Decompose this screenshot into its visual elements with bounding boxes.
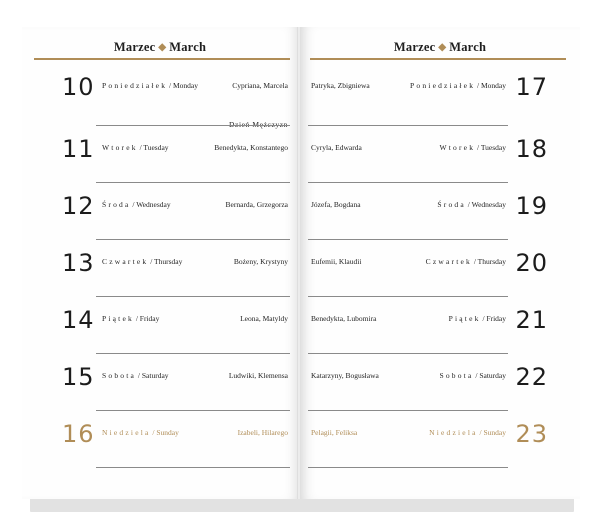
day-name	[429, 428, 506, 437]
day-number: 10	[62, 73, 95, 101]
day-name-en: / Friday	[482, 314, 506, 323]
day-name-pl: Poniedziałek	[102, 81, 168, 90]
day-row	[308, 183, 566, 240]
day-name-pl: Sobota	[439, 371, 474, 380]
day-number: 15	[62, 363, 95, 391]
day-name-en: / Saturday	[475, 371, 506, 380]
left-page	[22, 27, 298, 499]
day-row-sunday	[308, 411, 566, 468]
day-name-en: / Monday	[169, 81, 198, 90]
day-name-en: / Thursday	[150, 257, 183, 266]
day-name-pl: Wtorek	[439, 143, 476, 152]
day-number: 14	[62, 306, 95, 334]
day-name-en: / Wednesday	[467, 200, 506, 209]
name-days: Benedykta, Lubomira	[311, 314, 377, 323]
day-name-pl: Czwartek	[425, 257, 472, 266]
month-pl: Marzec	[393, 40, 436, 54]
day-name	[437, 200, 506, 209]
name-days: Cyryla, Edwarda	[311, 143, 362, 152]
day-number: 22	[515, 363, 548, 391]
month-pl: Marzec	[113, 40, 156, 54]
day-name-pl: Czwartek	[102, 257, 149, 266]
day-name-pl: Środa	[437, 200, 466, 209]
day-number: 17	[515, 73, 548, 101]
day-row	[308, 126, 566, 183]
day-row	[34, 297, 290, 354]
day-number: 13	[62, 249, 95, 277]
name-days: Bożeny, Krystyny	[233, 257, 288, 266]
day-number: 19	[515, 192, 548, 220]
day-name-pl: Środa	[102, 200, 131, 209]
day-name-en: / Sunday	[479, 428, 506, 437]
name-days: Pelagii, Feliksa	[311, 428, 358, 437]
day-name-pl: Poniedziałek	[410, 81, 476, 90]
day-number: 20	[515, 249, 548, 277]
day-number: 18	[515, 135, 548, 163]
day-name	[102, 428, 179, 437]
day-name	[102, 81, 198, 90]
day-name	[410, 81, 506, 90]
day-row	[34, 64, 290, 121]
day-name	[102, 143, 169, 152]
left-page-header	[22, 40, 298, 55]
day-name-en: / Thursday	[473, 257, 506, 266]
name-days: Józefa, Bogdana	[311, 200, 361, 209]
day-row	[308, 354, 566, 411]
day-name	[426, 257, 506, 266]
right-page	[300, 27, 580, 499]
name-days: Eufemii, Klaudii	[311, 257, 362, 266]
day-name-en: / Monday	[477, 81, 506, 90]
day-row	[308, 240, 566, 297]
day-name	[102, 371, 169, 380]
day-name-en: / Sunday	[152, 428, 179, 437]
name-days: Cypriana, Marcela	[232, 81, 288, 90]
day-row	[34, 183, 290, 240]
day-name-pl: Niedziela	[102, 428, 151, 437]
day-name-pl: Wtorek	[102, 143, 138, 152]
day-row	[34, 240, 290, 297]
name-days: Patryka, Zbigniewa	[311, 81, 370, 90]
day-name	[102, 257, 182, 266]
header-rule	[310, 58, 566, 60]
day-number: 11	[62, 135, 95, 163]
day-name-pl: Sobota	[102, 371, 137, 380]
day-row	[308, 297, 566, 354]
name-days: Bernarda, Grzegorza	[225, 200, 288, 209]
day-number: 16	[62, 420, 95, 448]
day-name	[439, 143, 506, 152]
day-name	[439, 371, 506, 380]
name-days: Izabeli, Hilarego	[237, 428, 288, 437]
name-days: Ludwiki, Klemensa	[228, 371, 288, 380]
day-name-pl: Piątek	[448, 314, 481, 323]
day-row-sunday	[34, 411, 290, 468]
day-name-pl: Niedziela	[429, 428, 478, 437]
day-divider	[308, 467, 508, 468]
header-rule	[34, 58, 290, 60]
day-name-en: / Wednesday	[132, 200, 171, 209]
day-number: 21	[515, 306, 548, 334]
diamond-separator-icon: ◆	[158, 42, 167, 53]
day-name-pl: Piątek	[102, 314, 134, 323]
name-days: Leona, Matyldy	[240, 314, 288, 323]
day-number: 12	[62, 192, 95, 220]
day-name	[449, 314, 506, 323]
name-days: Benedykta, Konstantego	[214, 143, 288, 152]
name-days: Katarzyny, Bogusława	[311, 371, 379, 380]
day-name-en: / Tuesday	[477, 143, 506, 152]
day-row	[34, 126, 290, 183]
diamond-separator-icon: ◆	[438, 42, 447, 53]
day-number: 23	[515, 420, 548, 448]
day-name-en: / Saturday	[137, 371, 169, 380]
month-en: March	[169, 40, 207, 54]
day-name-en: / Tuesday	[139, 143, 169, 152]
day-name	[102, 314, 159, 323]
right-page-header	[300, 40, 580, 55]
day-divider	[96, 467, 290, 468]
day-row	[34, 354, 290, 411]
day-row	[308, 64, 566, 121]
day-name-en: / Friday	[135, 314, 160, 323]
month-en: March	[449, 40, 487, 54]
day-name	[102, 200, 171, 209]
